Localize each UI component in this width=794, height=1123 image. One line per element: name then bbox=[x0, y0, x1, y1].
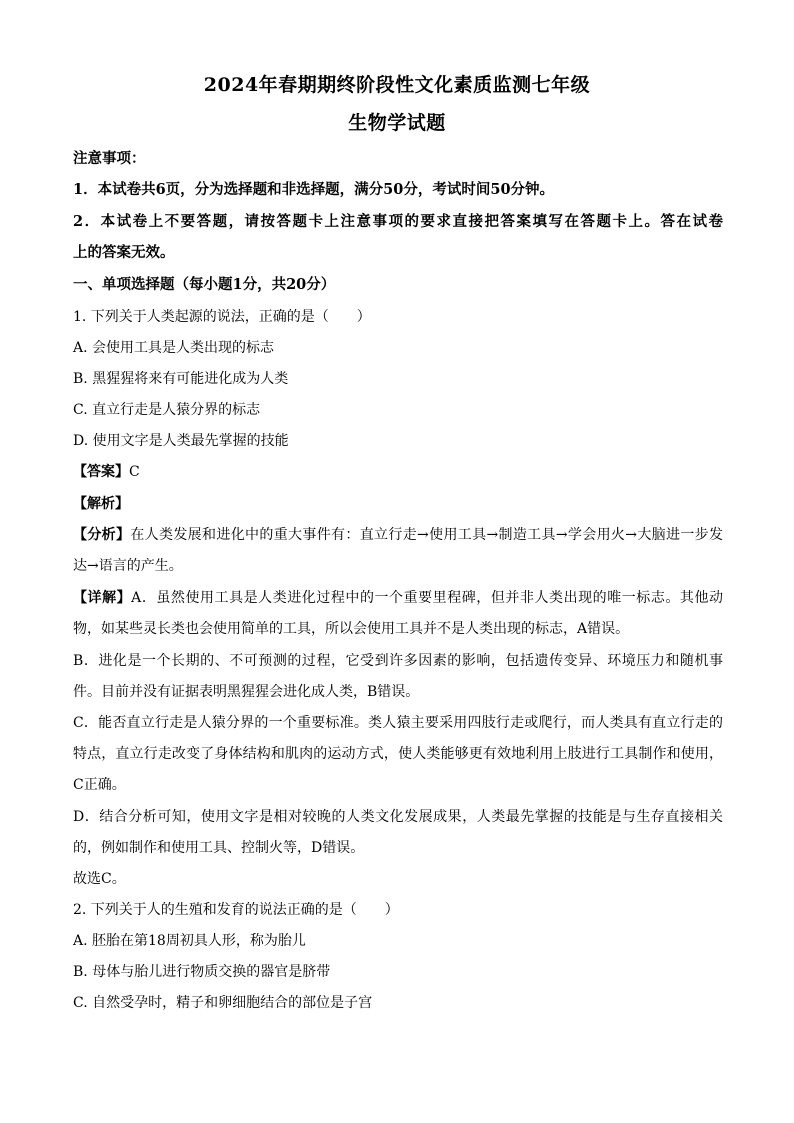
question-2-option-b: B. 母体与胎儿进行物质交换的器官是脐带 bbox=[73, 964, 331, 980]
question-1-detail-c-line-1: C．能否直立行走是人猿分界的一个重要标准。类人猿主要采用四肢行走或爬行，而人类具有直立行走的 bbox=[73, 715, 723, 731]
question-1-detail-a-line-2: 物，如某些灵长类也会使用简单的工具，所以会使用工具并不是人类出现的标志，A错误。 bbox=[73, 621, 630, 637]
answer-tag: 【答案】 bbox=[73, 464, 129, 480]
fenxi-text-1: 在人类发展和进化中的重大事件有：直立行走→使用工具→制造工具→学会用火→大脑进一步发 bbox=[130, 527, 724, 543]
question-2-stem: 2. 下列关于人的生殖和发育的说法正确的是（ ） bbox=[73, 902, 399, 918]
question-2-option-a: A. 胚胎在第18周初具人形，称为胎儿 bbox=[73, 933, 306, 949]
question-1-option-d: D. 使用文字是人类最先掌握的技能 bbox=[73, 433, 289, 449]
fenxi-tag: 【分析】 bbox=[73, 527, 131, 543]
question-1-fenxi-line-2: 达→语言的产生。 bbox=[73, 558, 183, 574]
question-1-stem: 1. 下列关于人类起源的说法，正确的是（ ） bbox=[73, 309, 371, 325]
question-1-option-a: A. 会使用工具是人类出现的标志 bbox=[73, 340, 275, 356]
question-1-option-c: C. 直立行走是人猿分界的标志 bbox=[73, 402, 261, 418]
notice-item-1: 1．本试卷共6页，分为选择题和非选择题，满分50分，考试时间50分钟。 bbox=[73, 181, 555, 198]
question-1-answer bbox=[73, 462, 723, 482]
question-1-detail-d-line-2: 的，例如制作和使用工具、控制火等，D错误。 bbox=[73, 840, 365, 856]
page-subtitle: 生物学试题 bbox=[348, 112, 446, 134]
detail-tag: 【详解】 bbox=[73, 590, 132, 606]
question-2-option-c: C. 自然受孕时，精子和卵细胞结合的部位是子宫 bbox=[73, 995, 373, 1011]
detail-a-text-1: A．虽然使用工具是人类进化过程中的一个重要里程碑，但并非人类出现的唯一标志。其他动 bbox=[131, 590, 723, 606]
question-1-detail-c-line-2: 特点，直立行走改变了身体结构和肌肉的运动方式，使人类能够更有效地利用上肢进行工具制作和使用， bbox=[73, 746, 723, 762]
question-1-detail-a-line-1 bbox=[73, 588, 723, 608]
notice-item-2-line-2: 上的答案无效。 bbox=[73, 244, 175, 261]
question-1-option-b: B. 黑猩猩将来有可能进化成为人类 bbox=[73, 371, 289, 387]
question-1-analysis-tag bbox=[73, 494, 723, 514]
question-1-detail-d-line-1: D．结合分析可知，使用文字是相对较晚的人类文化发展成果，人类最先掌握的技能是与生存直接相关 bbox=[73, 809, 723, 825]
question-1-detail-c-line-3: C正确。 bbox=[73, 777, 126, 793]
page-title: 2024年春期期终阶段性文化素质监测七年级 bbox=[203, 74, 591, 96]
answer-value: C bbox=[129, 464, 140, 480]
analysis-tag: 【解析】 bbox=[73, 496, 129, 512]
section-1-heading: 一、单项选择题（每小题1分，共20分） bbox=[73, 276, 336, 293]
notice-heading: 注意事项： bbox=[73, 150, 146, 167]
question-1-detail-b-line-2: 件。目前并没有证据表明黑猩猩会进化成人类，B错误。 bbox=[73, 684, 420, 700]
question-1-fenxi-line-1 bbox=[73, 525, 723, 545]
notice-item-2-line-1: 2．本试卷上不要答题，请按答题卡上注意事项的要求直接把答案填写在答题卡上。答在试卷 bbox=[73, 213, 723, 230]
question-1-detail-b-line-1: B．进化是一个长期的、不可预测的过程，它受到许多因素的影响，包括遗传变异、环境压力和随机事 bbox=[73, 653, 723, 669]
question-1-conclusion: 故选C。 bbox=[73, 871, 126, 887]
